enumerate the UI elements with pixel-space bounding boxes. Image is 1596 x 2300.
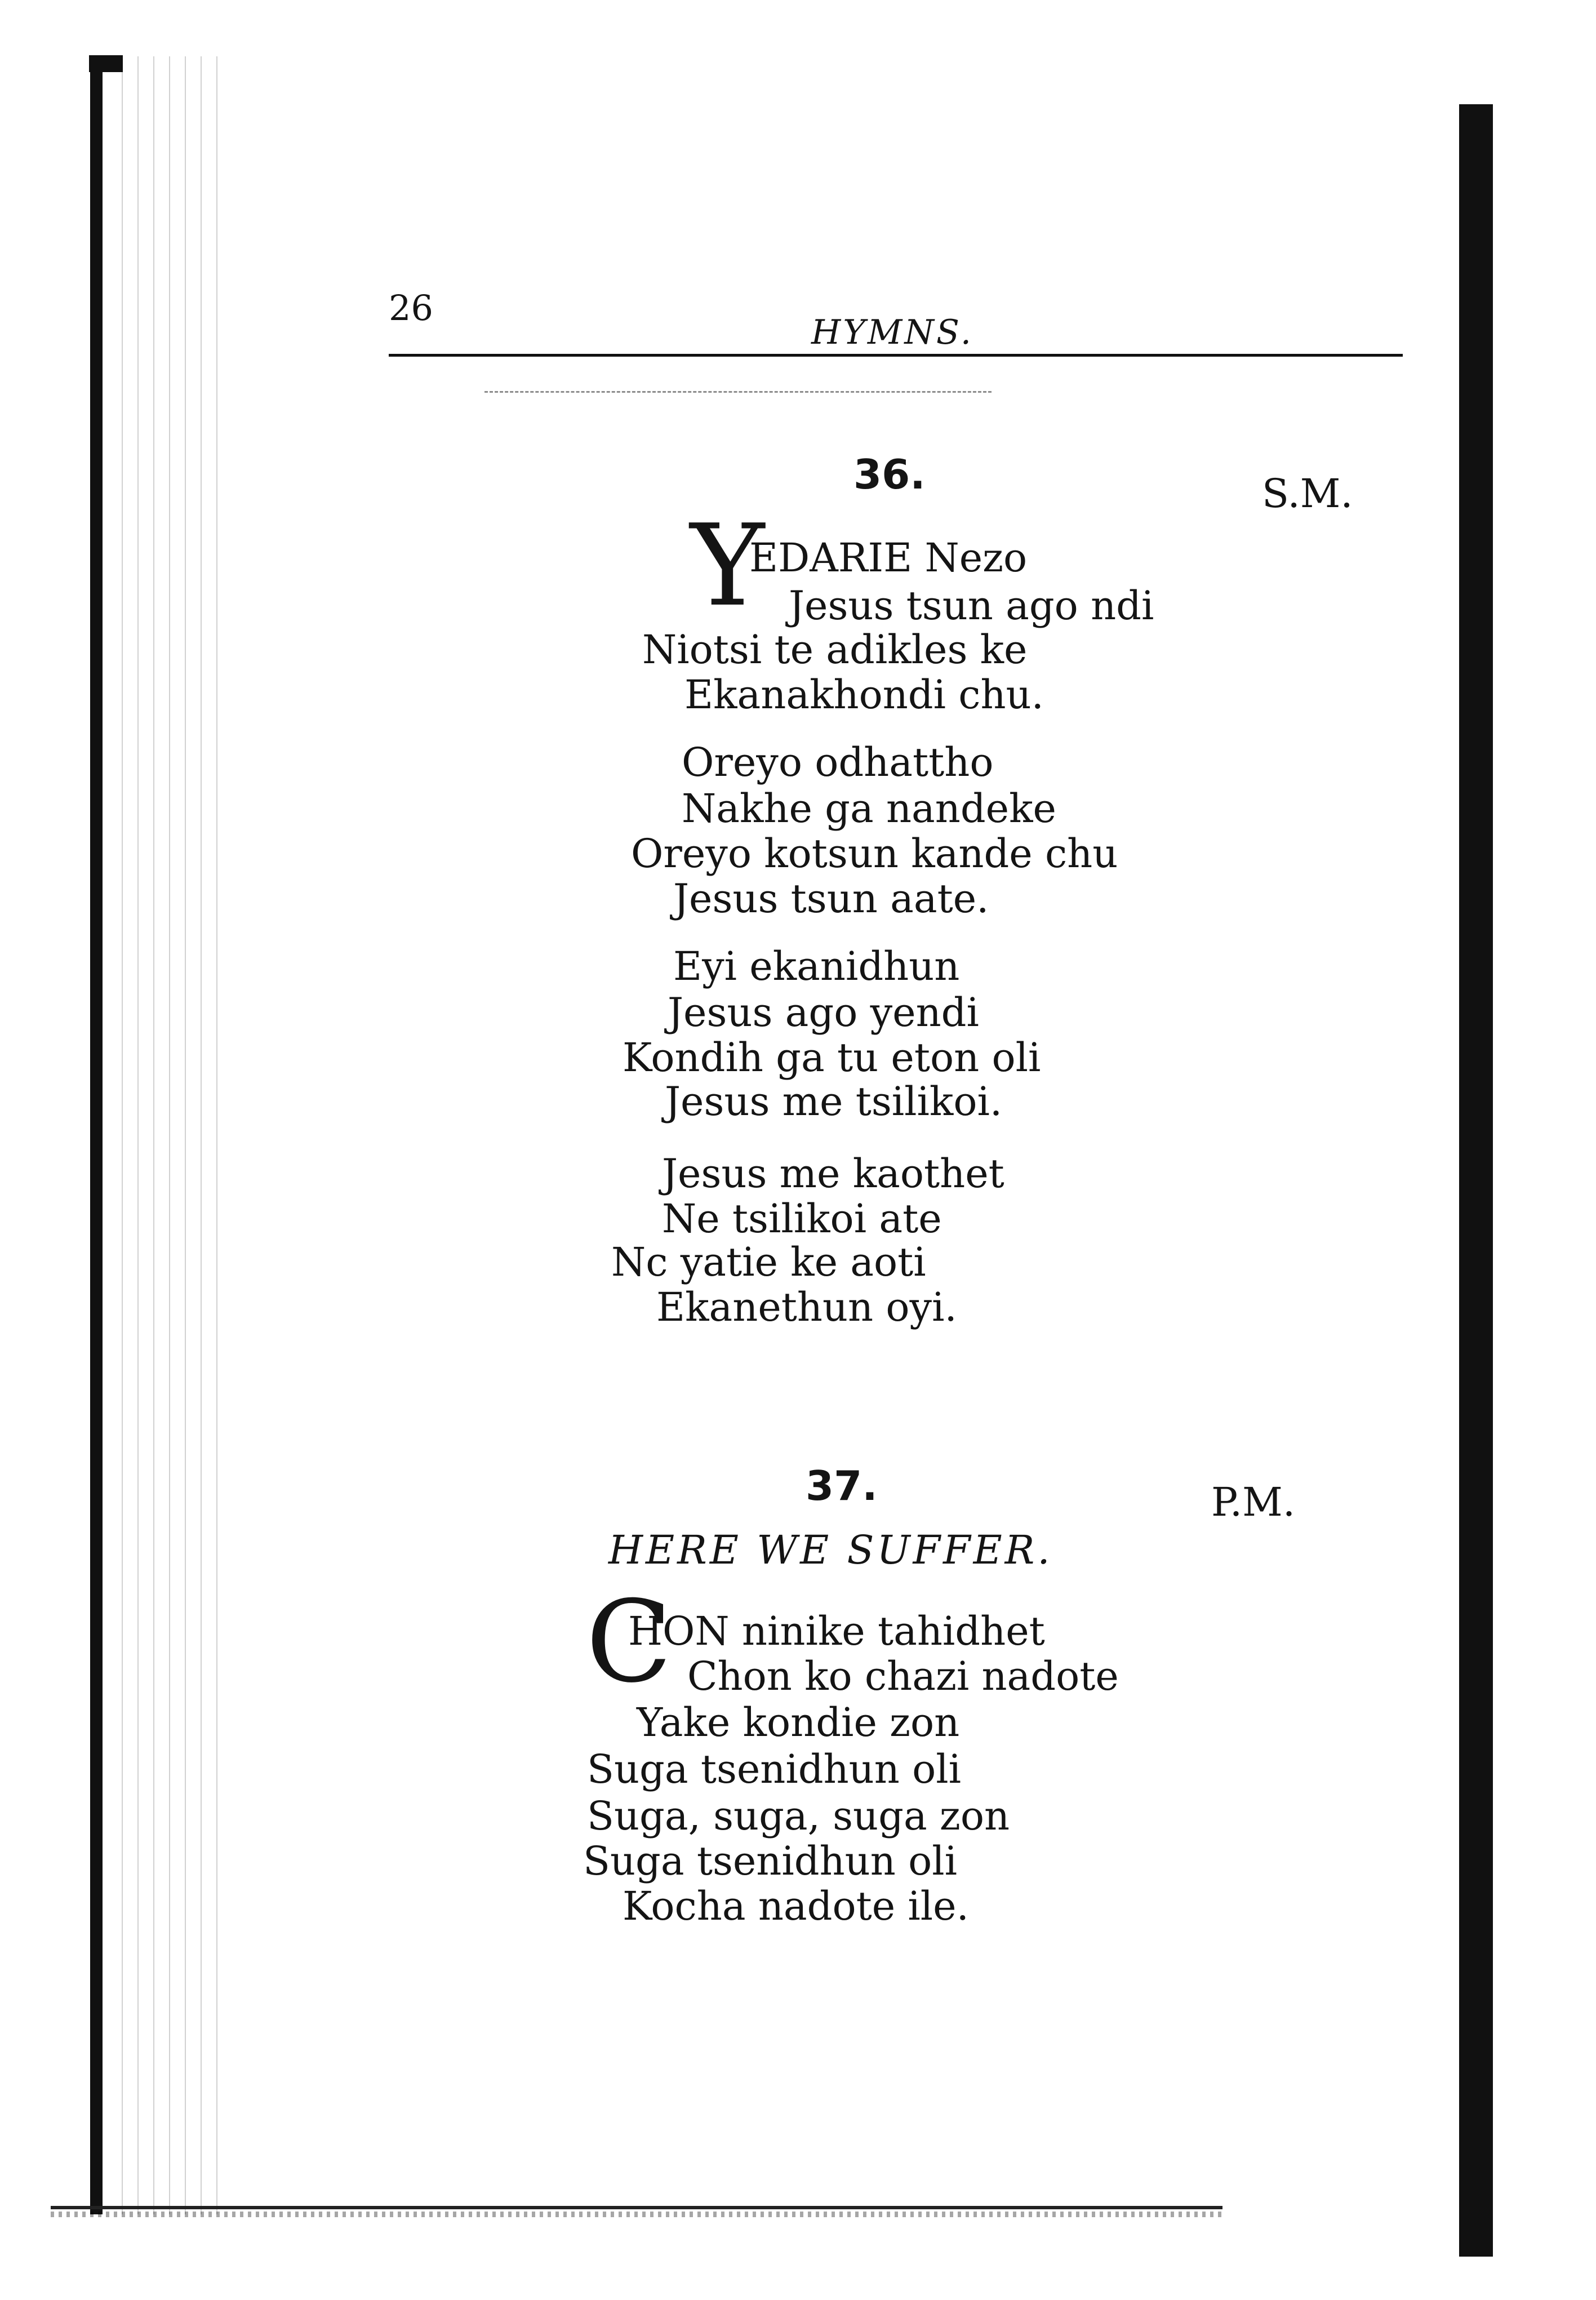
hymn-line: Kondih ga tu eton oli <box>623 1034 1041 1081</box>
scan-bottom-edge-dots <box>51 2212 1222 2217</box>
page-number: 26 <box>389 287 433 328</box>
hymn-line: Yake kondie zon <box>637 1699 960 1746</box>
header-rule <box>389 354 1403 357</box>
hymn-meter: S.M. <box>1262 470 1353 517</box>
hymn-line: Jesus me tsilikoi. <box>665 1078 1003 1125</box>
hymn-line: Jesus ago yendi <box>668 989 979 1036</box>
hymn-line: Ekanakhondi chu. <box>684 672 1044 718</box>
drop-cap: Y <box>690 500 765 632</box>
hymn-meter: P.M. <box>1211 1479 1296 1525</box>
hymn-line: Kocha nadote ile. <box>623 1883 969 1929</box>
hymn-line: Suga, suga, suga zon <box>587 1793 1010 1839</box>
hymn-line: Ekanethun oyi. <box>656 1284 957 1330</box>
scan-right-edge <box>1459 104 1493 2257</box>
scan-bottom-edge <box>51 2206 1222 2209</box>
hymn-line: Suga tsenidhun oli <box>587 1746 962 1792</box>
hymn-line: Jesus me kaothet <box>662 1151 1004 1197</box>
hymn-line: Chon ko chazi nadote <box>687 1653 1119 1699</box>
hymn-line: Niotsi te adikles ke <box>642 627 1028 673</box>
running-title: HYMNS. <box>811 313 973 352</box>
scan-page-edges <box>107 56 231 2214</box>
hymn-line: Oreyo kotsun kande chu <box>631 831 1118 877</box>
hymn-line: Jesus tsun aate. <box>673 876 989 922</box>
hymn-subtitle: HERE WE SUFFER. <box>608 1527 1053 1573</box>
hymn-line: EDARIE Nezo <box>749 535 1028 581</box>
hymn-line: Eyi ekanidhun <box>673 943 960 989</box>
hymn-line: Suga tsenidhun oli <box>583 1838 958 1884</box>
drop-cap: C <box>586 1577 673 1708</box>
hymn-line: Nakhe ga nandeke <box>682 785 1056 832</box>
hymn-line: HON ninike tahidhet <box>628 1608 1045 1654</box>
hymn-line: Ne tsilikoi ate <box>662 1196 942 1242</box>
hymn-number: 36. <box>853 451 926 498</box>
scan-binding-edge <box>90 56 103 2214</box>
header-rule-dashed <box>484 391 992 393</box>
hymn-line: Jesus tsun ago ndi <box>789 583 1154 629</box>
hymn-line: Oreyo odhattho <box>682 739 994 785</box>
hymn-number: 37. <box>806 1462 878 1509</box>
hymn-line: Nc yatie ke aoti <box>611 1239 926 1285</box>
